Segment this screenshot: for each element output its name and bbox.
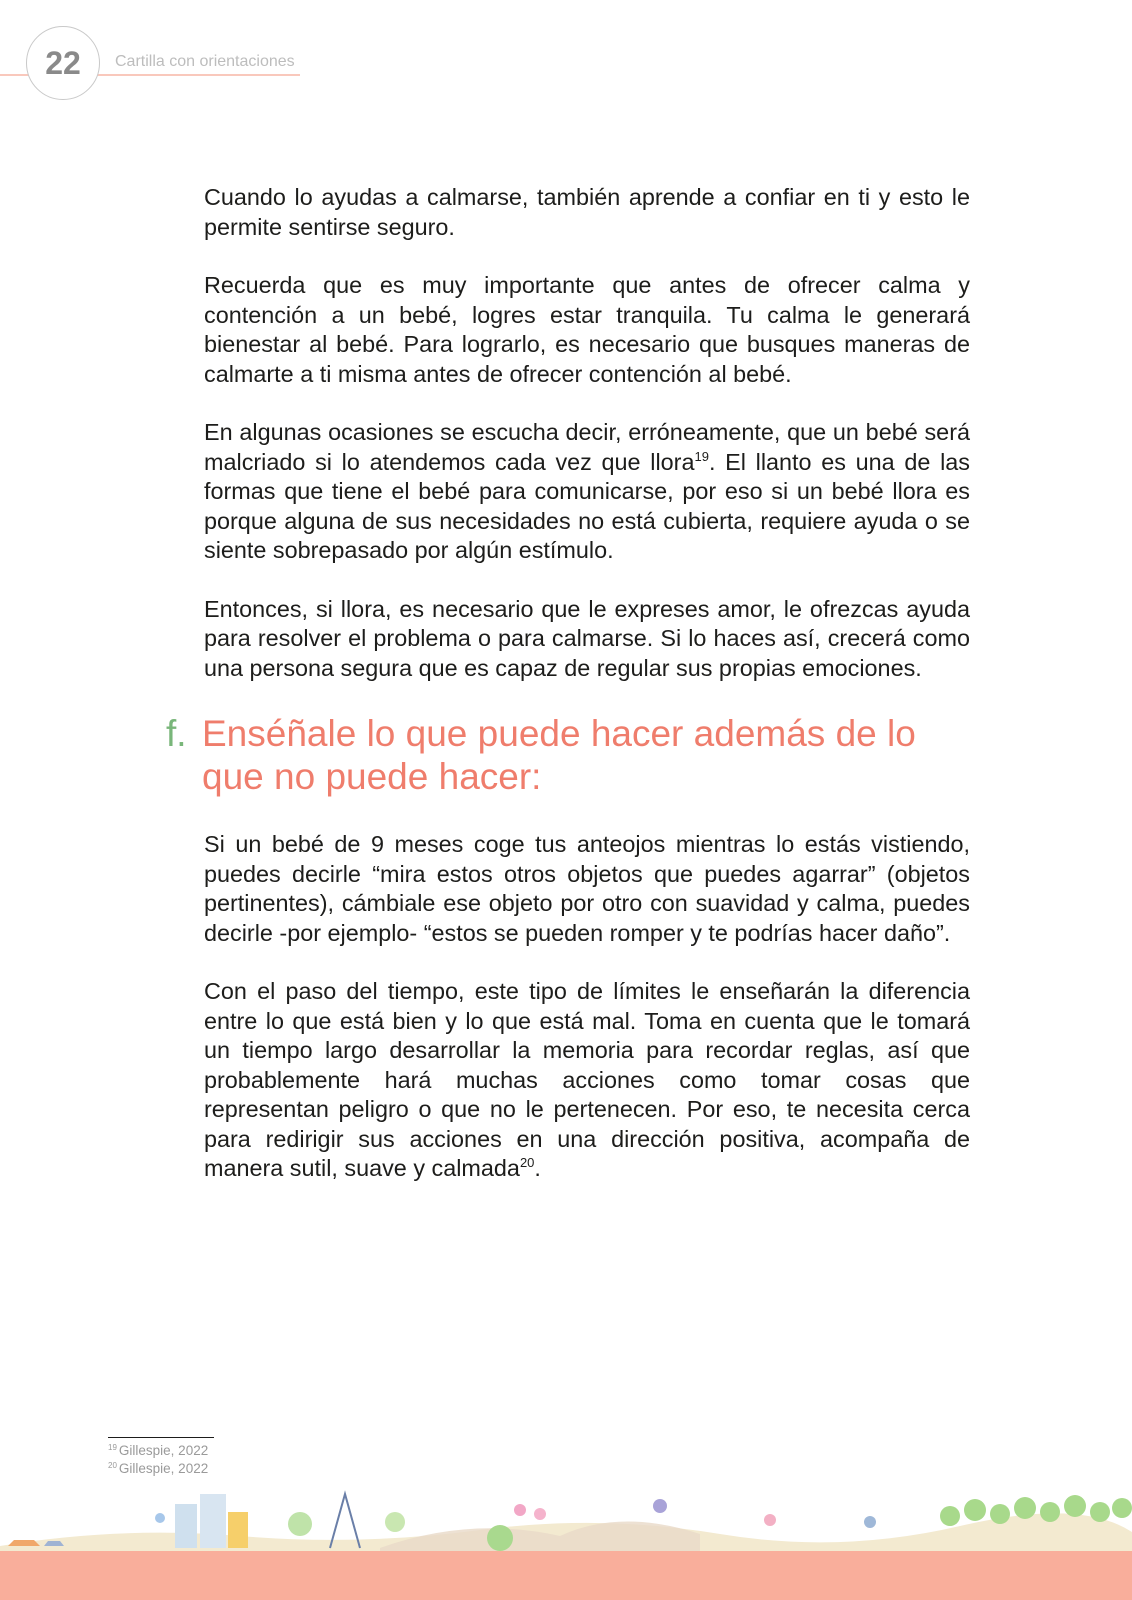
paragraph-calm-trust: Cuando lo ayudas a calmarse, también aprende a confiar en ti y esto le permite sentirse seguro. [204, 184, 970, 240]
section-f-letter: f. [166, 713, 187, 754]
main-content [166, 183, 970, 1213]
section-f-heading [166, 712, 970, 798]
footnote-19-text: Gillespie, 2022 [118, 1443, 209, 1458]
paragraph-glasses-example: Si un bebé de 9 meses coge tus anteojos mientras lo estás vistiendo, puedes decirle “mira estos otros objetos que puedes agarrar” (objetos pertinentes), cámbiale ese objeto por otro con suavidad y calma, puedes decirle -por ejemplo- “estos se pueden romper y te podrías hacer daño”. [204, 831, 970, 946]
paragraph-limits [204, 977, 970, 1184]
paragraph-crying-text-a: En algunas ocasiones se escucha decir, erróneamente, que un bebé será malcriado si lo atendemos cada vez que llora [204, 419, 970, 475]
section-f-title: Enséñale lo que puede hacer además de lo que no puede hacer: [202, 713, 916, 797]
paragraph-crying-text-b: . El llanto es una de las formas que tiene el bebé para comunicarse, por eso si un bebé llora es porque alguna de sus necesidades no está cubierta, requiere ayuda o se siente sobrepasado por algún estímulo. [204, 448, 970, 563]
page-number: 22 [45, 44, 81, 81]
page-number-badge [26, 26, 100, 100]
footer-community-illustration [0, 1486, 1132, 1552]
paragraph-stay-calm: Recuerda que es muy importante que antes de ofrecer calma y contención a un bebé, logres estar tranquila. Tu calma le generará bienestar al bebé. Para lograrlo, es necesario que busques maneras de calmarte a ti misma antes de ofrecer contención al bebé. [204, 272, 970, 387]
footnote-20-ref: 20 [108, 1460, 117, 1470]
footnote-ref-20: 20 [519, 1155, 535, 1171]
footnote-ref-19: 19 [694, 448, 709, 464]
footnote-20 [108, 1460, 208, 1478]
footer-band [0, 1551, 1132, 1600]
paragraph-limits-text-a: Con el paso del tiempo, este tipo de límites le enseñarán la diferencia entre lo que está bien y lo que está mal. Toma en cuenta que le tomará un tiempo largo desarrollar la memoria para recordar reglas, así que probablemente hará muchas acciones como tomar cosas que representan peligro o que no le pertenecen. Por eso, te necesita cerca para redirigir sus acciones en una dirección positiva, acompaña de manera sutil, suave y calmada [204, 978, 970, 1181]
paragraph-crying [204, 418, 970, 566]
footnote-19-ref: 19 [108, 1442, 117, 1452]
footnote-20-text: Gillespie, 2022 [118, 1461, 209, 1476]
footnote-19 [108, 1442, 208, 1460]
running-header-title: Cartilla con orientaciones [115, 53, 295, 70]
paragraph-limits-text-b: . [534, 1155, 541, 1181]
paragraph-express-love: Entonces, si llora, es necesario que le expreses amor, le ofrezcas ayuda para resolver el problema o para calmarse. Si lo haces así, crecerá como una persona segura que es capaz de regular sus propias emociones. [204, 595, 970, 681]
footnotes [108, 1442, 208, 1478]
footnote-rule [108, 1437, 214, 1438]
